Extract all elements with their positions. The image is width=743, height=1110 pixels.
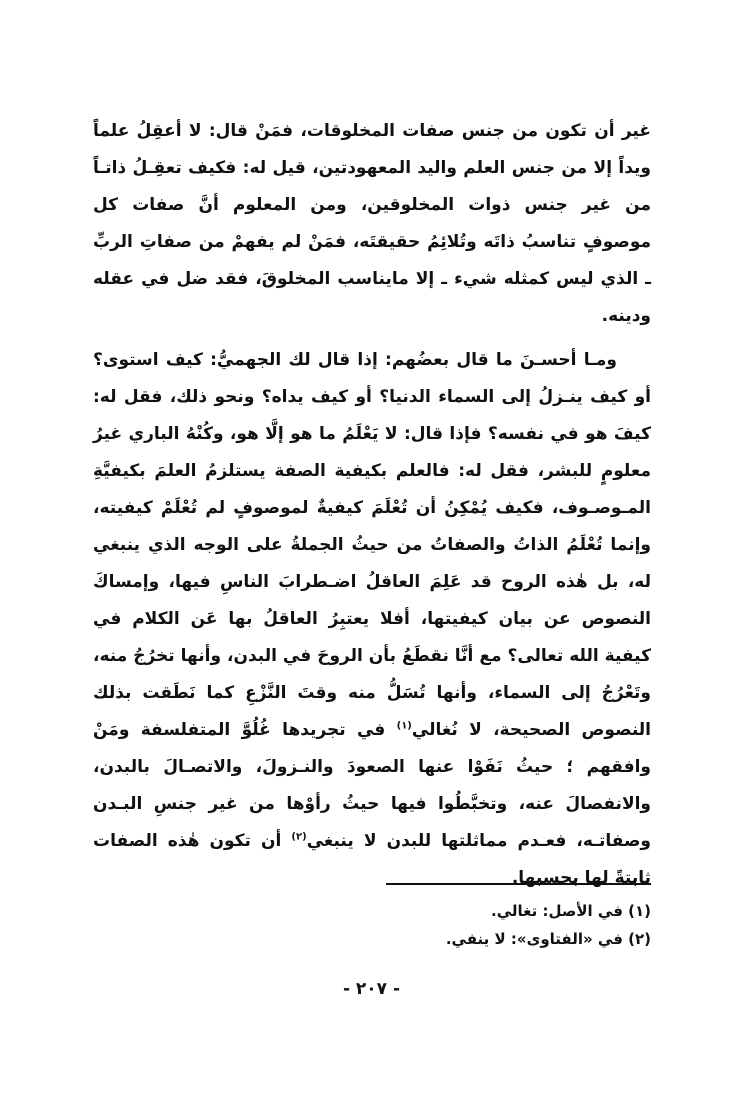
footnote-marker-1: (١) [396,720,412,732]
body-paragraph-1: غير أن تكون من جنس صفات المخلوقات، فمَنْ قال: لا أعقِلُ علماً ويداً إلا من جنس العلم واليد المعهودتين، قيل له: فكيف تعقِـلُ ذاتـاً من غير جنس ذوات المخلوقين، ومن المعلوم أنَّ صفات كل موصوفٍ تناسبُ ذاتَه وتُلائِمُ حقيقتَه، فمَنْ لم يفهمْ من صفاتِ الربِّ ـ الذي ليس كمثله شيء ـ إلا مايناسب المخلوقَ، فقد ضل في عقله ودينه. [93,121,651,326]
body-paragraph-2 [93,342,651,897]
paragraph-2-part-2: في تجريدها غُلُوَّ المتفلسفة ومَنْ وافقهم ؛ حيثُ نَفَوْا عنها الصعودَ والنـزولَ، والاتصـالَ بالبدن، والانفصالَ عنه، وتخبَّطُوا فيها حيثُ رأوْها من غير جنسِ البـدن وصفاتـه، فعـدم مماثلتها للبدن لا ينبغي [93,720,651,851]
footnote-marker-2: (٢) [291,831,307,843]
footnote-2: (٢) في «الفتاوى»: لا ينفي. [445,930,651,948]
footnote-1: (١) في الأصل: تغالي. [491,902,651,920]
footnote-divider [386,883,651,885]
footnotes [93,897,651,953]
page-number: - ٢٠٧ - [342,979,401,999]
paragraph-2-part-3: أن تكون هٰذه الصفات ثابتةً لها بحسبها. [93,831,651,888]
paragraph-2-part-1: ومـا أحسـنَ ما قال بعضُهم: إذا قال لك الجهميُّ: كيف استوى؟ أو كيف ينـزلُ إلى السماء الدنيا؟ أو كيف يداه؟ ونحو ذلك، فقل له: كيفَ هو في نفسه؟ فإذا قال: لا يَعْلَمُ ما هو إلَّا هو، وكُنْهُ الباري غيرُ معلومٍ للبشر، فقل له: فالعلم بكيفية الصفة يستلزمُ العلمَ بكيفيَّةِ المـوصـوف، فكيف يُمْكِنُ أن تُعْلَمَ كيفيةٌ لموصوفٍ لم تُعْلَمْ كيفيته، وإنما تُعْلَمُ الذاتُ والصفاتُ من حيثُ الجملةُ على الوجه الذي ينبغي له، بل هٰذه الروح قد عَلِمَ العاقلُ اضـطرابَ الناسِ فيها، وإمساكَ النصوص عن بيان كيفيتها، أفلا يعتبِرُ العاقلُ بها عَن الكلام في كيفية الله تعالى؟ مع أنَّا نقطَعُ بأن الروحَ في البدن، وأنها تخرُجُ منه، وتَعْرُجُ إلى السماء، وأنها تُسَلُّ منه وقتَ النَّزْعِ كما نَطَقت بذلك النصوص الصحيحة، لا نُغالي [93,350,651,740]
